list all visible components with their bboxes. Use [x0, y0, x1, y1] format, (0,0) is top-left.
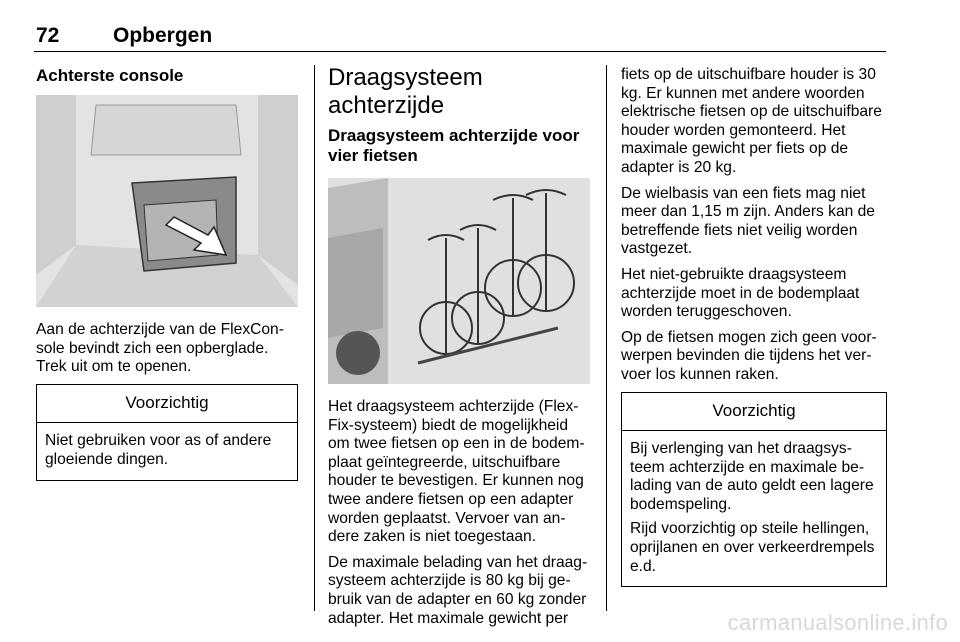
watermark: carmanualsonline.info — [727, 610, 948, 635]
carrier-paragraph-6: Op de fietsen mogen zich geen voorwerpen bevinden die tijdens het vervoer los kunnen raken. — [621, 328, 877, 383]
caution-text-1: Bij verlenging van het draagsysteem achterzijde en maximale belading van de auto geldt een lagere bodemspeling. — [630, 440, 874, 513]
section-heading-console: Achterste console — [36, 66, 184, 85]
caution-box-console — [36, 384, 298, 481]
carrier-paragraph-3: fiets op de uitschuifbare houder is 30 kg. Er kunnen met andere woorden elektrische fietsen op de uitschuifbare houder worden gemonteerd. Het maximale gewicht per fiets op de adapter is 20 kg. — [621, 66, 882, 176]
caution-text-2: Rijd voorzichtig op steile hellingen, oprijlanen en over verkeerdrempels e.d. — [630, 520, 875, 575]
header-rule — [34, 51, 886, 52]
caution-title: Voorzichtig — [37, 385, 297, 424]
caution-box-carrier — [621, 392, 887, 588]
column-divider-2 — [606, 65, 607, 611]
column-2 — [328, 64, 590, 635]
subsection-heading-four-bikes: Draagsysteem achterzijde voor vier fietsen — [328, 126, 580, 165]
console-paragraph: Aan de achterzijde van de FlexConsole bevindt zich een opberglade. Trek uit om te openen. — [36, 321, 284, 376]
column-divider-1 — [314, 65, 315, 611]
column-1 — [36, 66, 298, 481]
caution-title: Voorzichtig — [622, 393, 886, 432]
page-number: 72 — [36, 24, 60, 47]
carrier-paragraph-4: De wielbasis van een fiets mag niet meer dan 1,15 m zijn. Anders kan de betreffende fiets niet veilig worden vastgezet. — [621, 184, 875, 258]
bike-carrier-illustration — [328, 178, 590, 384]
caution-text: Niet gebruiken voor as of andere gloeiende dingen. — [45, 432, 272, 468]
carrier-paragraph-5: Het niet-gebruikte draagsysteem achterzijde moet in de bodemplaat worden teruggeschoven. — [621, 265, 860, 321]
carrier-paragraph-1: Het draagsysteem achterzijde (Flex-Fix-systeem) biedt de mogelijkheid om twee fietsen op een in de bodemplaat geïntegreerde, uitschuifbare houder te bevestigen. Er kunnen nog twee andere fietsen op een adapter worden geplaatst. Vervoer van andere zaken is niet toegestaan. — [328, 398, 585, 546]
column-3 — [621, 66, 887, 587]
console-drawer-illustration — [36, 95, 298, 307]
carrier-paragraph-2: De maximale belading van het draagsysteem achterzijde is 80 kg bij gebruik van de adapter en 60 kg zonder adapter. Het maximale gewicht per — [328, 553, 588, 627]
section-heading-carrier: Draagsysteem achterzijde — [328, 64, 483, 119]
page-title: Opbergen — [113, 24, 213, 47]
